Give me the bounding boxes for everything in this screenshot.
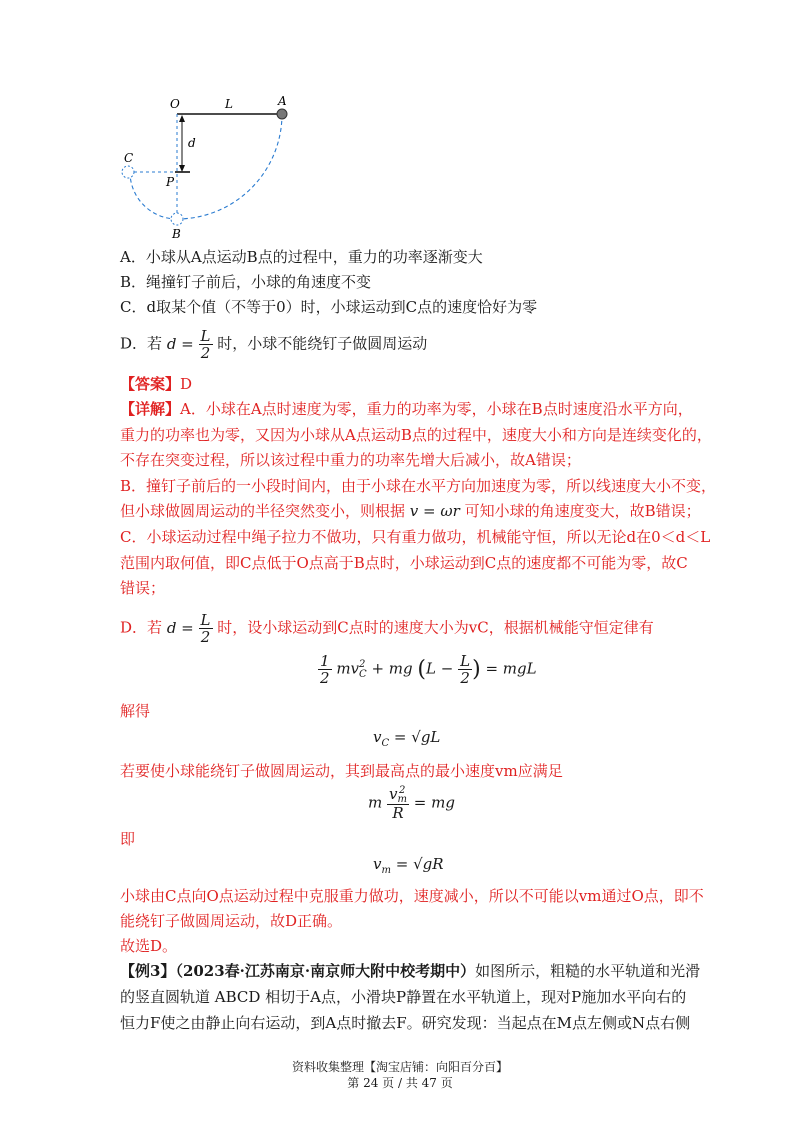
option-d-equation: d = $\frac{L}{2}$ (166, 327, 211, 362)
label-A: A (278, 94, 287, 108)
option-d-prefix: D．若 (120, 334, 163, 353)
vc-equation: $v_C = √gL$ (373, 728, 441, 749)
vm-equation: $v_m = √gR$ (373, 855, 444, 876)
explain-line-2: 重力的功率也为零，又因为小球从A点运动B点的过程中，速度大小和方向是连续变化的， (120, 426, 712, 444)
explain-line-9: D．若 d = $\frac{L}{2}$ 时，设小球运动到C点时的速度大小为vC，根据机械能守恒定律有 (120, 611, 654, 646)
explain-line-3: 不存在突变过程，所以该过程中重力的功率先增大后减小，故A错误； (120, 451, 581, 469)
example3-line-1: 【例3】（2023春·江苏南京·南京师大附中校考期中）如图所示，粗糙的水平轨道和光滑 (120, 962, 701, 980)
label-L: L (225, 97, 233, 111)
footer-page-number: 第 24 页 / 共 47 页 (347, 1076, 453, 1090)
explain-line-7: 范围内取何值，即C点低于O点高于B点时，小球运动到C点的速度都不可能为零，故C (120, 554, 688, 572)
explain-line-4: B．撞钉子前后的一小段时间内，由于小球在水平方向加速度为零，所以线速度大小不变， (120, 477, 717, 495)
label-O: O (170, 97, 180, 111)
explain-line-5: 但小球做圆周运动的半径突然变小，则根据 v = ωr 可知小球的角速度变大，故B错误； (120, 502, 701, 520)
label-P: P (166, 175, 175, 189)
explain-line-6: C．小球运动过程中绳子拉力不做功，只有重力做功，机械能守恒，所以无论d在0＜d＜L (120, 528, 711, 546)
option-b: B．绳撞钉子前后，小球的角速度不变 (120, 273, 372, 291)
option-a: A．小球从A点运动B点的过程中，重力的功率逐渐变大 (120, 248, 483, 266)
option-d (120, 328, 427, 361)
label-B: B (172, 227, 181, 241)
explain-line-11: 能绕钉子做圆周运动，故D正确。 (120, 912, 343, 930)
solve-label: 解得 (120, 702, 151, 720)
answer-tag: 【答案】 (120, 375, 181, 393)
ji-label: 即 (120, 830, 136, 848)
example3-line-3: 恒力F使之由静止向右运动，到A点时撤去F。研究发现：当起点在M点左侧或N点右侧 (120, 1014, 691, 1032)
footer-source: 资料收集整理【淘宝店铺：向阳百分百】 (291, 1060, 508, 1074)
option-c: C．d取某个值（不等于0）时，小球运动到C点的速度恰好为零 (120, 298, 538, 316)
option-d-suffix: 时，小球不能绕钉子做圆周运动 (217, 334, 428, 353)
label-C: C (124, 151, 134, 165)
example3-tag: 【例3】 (120, 962, 176, 980)
explain-tag: 【详解】 (120, 400, 181, 418)
need-line: 若要使小球能绕钉子做圆周运动，其到最高点的最小速度vm应满足 (120, 762, 563, 780)
answer (120, 373, 192, 395)
pendulum-diagram (110, 92, 310, 242)
example3-source: （2023春·江苏南京·南京师大附中校考期中） (175, 962, 476, 980)
label-d: d (188, 136, 196, 150)
explain-line-1: 【详解】A．小球在A点时速度为零，重力的功率为零，小球在B点时速度沿水平方向， (120, 400, 693, 418)
explain-line-10: 小球由C点向O点运动过程中克服重力做功，速度减小，所以不可能以vm通过O点，即不 (120, 887, 704, 905)
explain-line-12: 故选D。 (120, 937, 178, 955)
v-omega-r: v = ωr (409, 502, 460, 520)
centripetal-equation: m v 2 m R = mg (368, 785, 455, 822)
answer-value: D (180, 375, 193, 393)
energy-equation: $\frac{1}{2}$ mv 2 C + mg (L − $\frac{L}{2}$ ) = mgL (320, 652, 537, 687)
example3-line-2: 的竖直圆轨道 ABCD 相切于A点，小滑块P静置在水平轨道上，现对P施加水平向右的 (120, 988, 687, 1006)
explain-line-8: 错误； (120, 579, 166, 597)
